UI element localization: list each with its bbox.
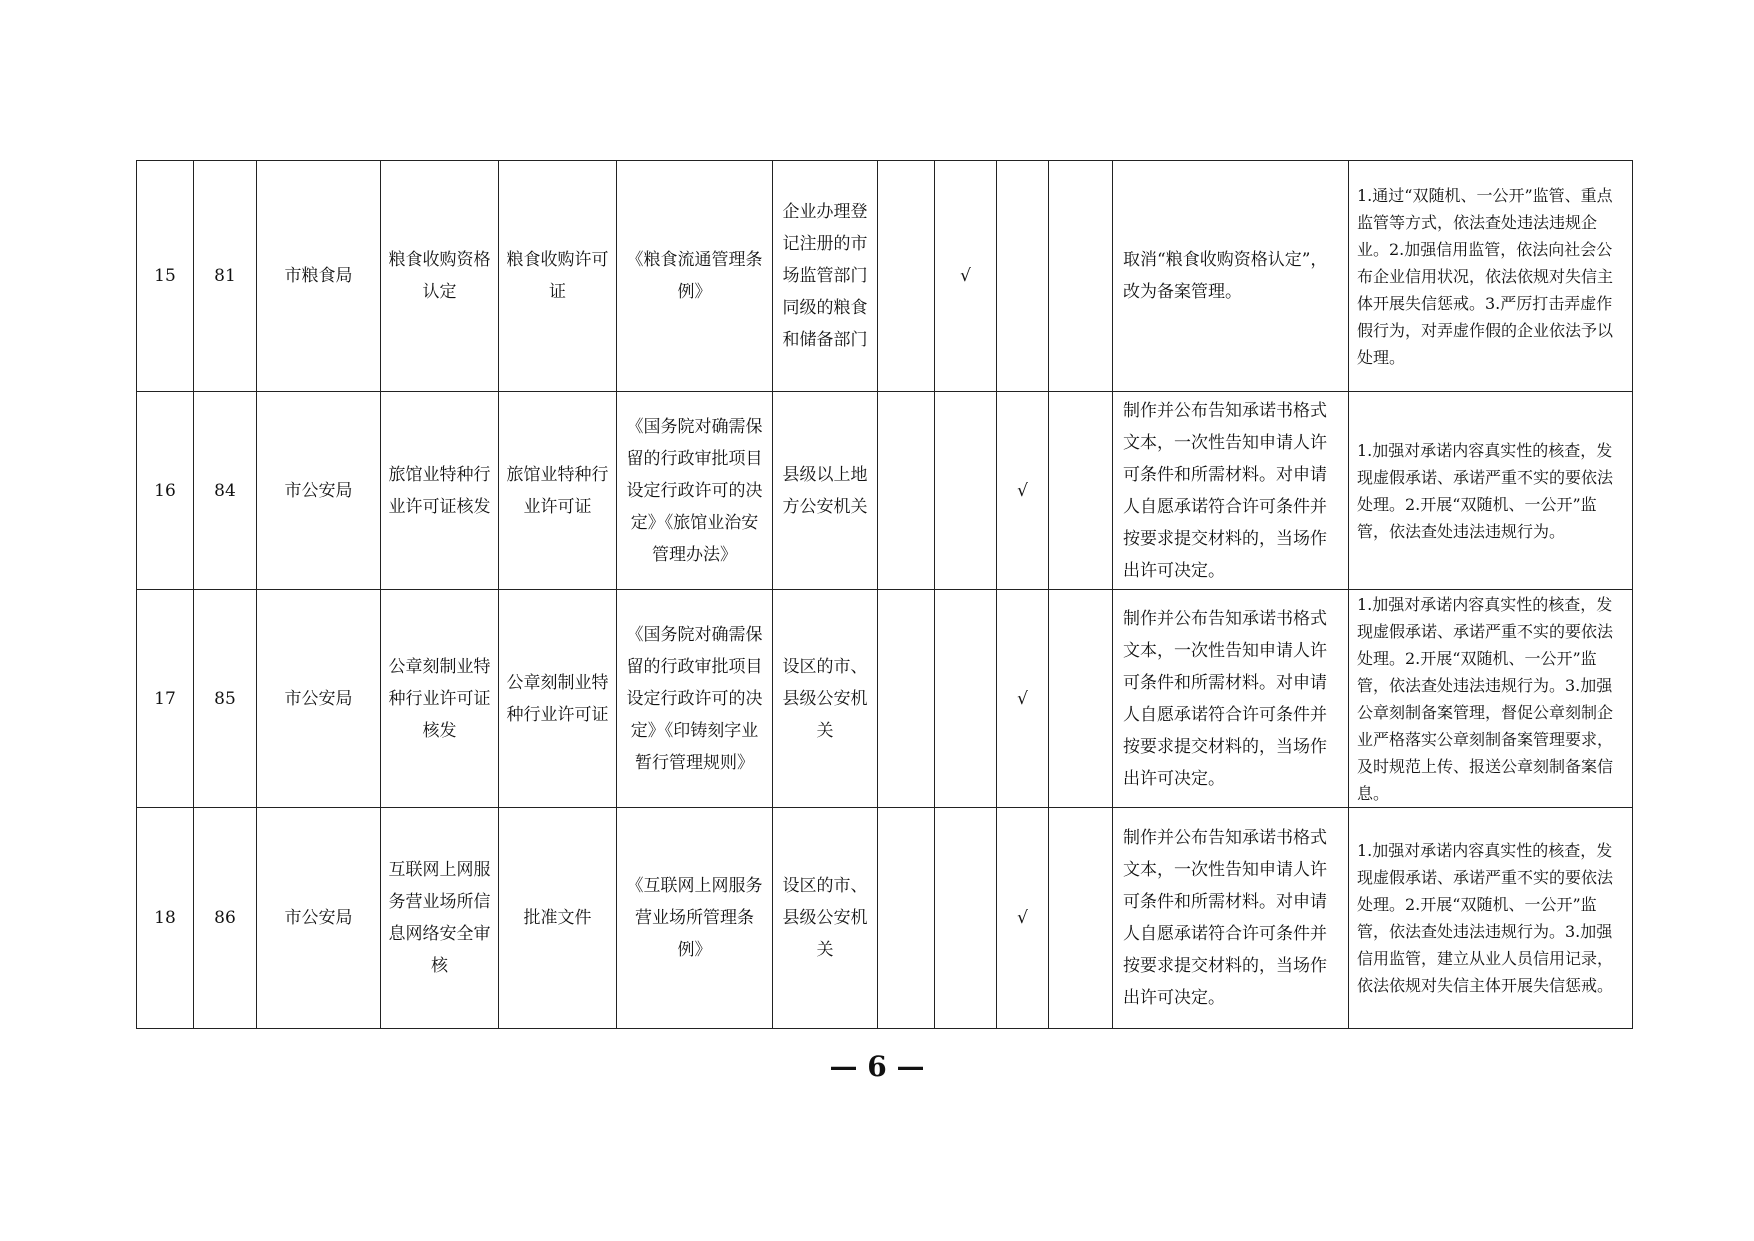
item-cell: 旅馆业特种行业许可证核发 [381,392,499,590]
reform-measure-cell: 取消“粮食收购资格认定”，改为备案管理。 [1113,161,1349,392]
seq-cell: 16 [137,392,194,590]
reform-mode-cell-4 [1049,392,1113,590]
department-cell: 市公安局 [257,808,381,1029]
reform-mode-cell-3: √ [997,808,1049,1029]
seq-cell: 18 [137,808,194,1029]
page-number: — 6 — [829,1050,925,1083]
reform-mode-cell-3 [997,161,1049,392]
reform-mode-cell-2 [935,590,997,808]
department-cell: 市公安局 [257,392,381,590]
certificate-cell: 批准文件 [499,808,617,1029]
supervision-cell: 1.加强对承诺内容真实性的核查，发现虚假承诺、承诺严重不实的要依法处理。2.开展“双随机、一公开”监管，依法查处违法违规行为。3.加强公章刻制备案管理，督促公章刻制企业严格落实公章刻制备案管理要求，及时规范上传、报送公章刻制备案信息。 [1349,590,1633,808]
reform-mode-cell-1 [878,392,935,590]
authority-cell: 设区的市、县级公安机关 [773,590,878,808]
seq-cell: 15 [137,161,194,392]
basis-cell: 《互联网上网服务营业场所管理条例》 [617,808,773,1029]
reform-measure-cell: 制作并公布告知承诺书格式文本，一次性告知申请人许可条件和所需材料。对申请人自愿承诺符合许可条件并按要求提交材料的，当场作出许可决定。 [1113,808,1349,1029]
reform-mode-cell-3: √ [997,392,1049,590]
item-cell: 互联网上网服务营业场所信息网络安全审核 [381,808,499,1029]
item-cell: 粮食收购资格认定 [381,161,499,392]
certificate-cell: 公章刻制业特种行业许可证 [499,590,617,808]
supervision-cell: 1.通过“双随机、一公开”监管、重点监管等方式，依法查处违法违规企业。2.加强信用监管，依法向社会公布企业信用状况，依法依规对失信主体开展失信惩戒。3.严厉打击弄虚作假行为，对弄虚作假的企业依法予以处理。 [1349,161,1633,392]
reform-measure-cell: 制作并公布告知承诺书格式文本，一次性告知申请人许可条件和所需材料。对申请人自愿承诺符合许可条件并按要求提交材料的，当场作出许可决定。 [1113,392,1349,590]
supervision-cell: 1.加强对承诺内容真实性的核查，发现虚假承诺、承诺严重不实的要依法处理。2.开展“双随机、一公开”监管，依法查处违法违规行为。 [1349,392,1633,590]
item-cell: 公章刻制业特种行业许可证核发 [381,590,499,808]
reform-mode-cell-4 [1049,161,1113,392]
reform-mode-cell-2: √ [935,161,997,392]
seq-cell: 17 [137,590,194,808]
reform-mode-cell-1 [878,590,935,808]
code-cell: 86 [194,808,257,1029]
code-cell: 85 [194,590,257,808]
basis-cell: 《粮食流通管理条例》 [617,161,773,392]
basis-cell: 《国务院对确需保留的行政审批项目设定行政许可的决定》《印铸刻字业暂行管理规则》 [617,590,773,808]
department-cell: 市公安局 [257,590,381,808]
table-row [137,161,1633,392]
department-cell: 市粮食局 [257,161,381,392]
certificate-cell: 旅馆业特种行业许可证 [499,392,617,590]
basis-cell: 《国务院对确需保留的行政审批项目设定行政许可的决定》《旅馆业治安管理办法》 [617,392,773,590]
reform-mode-cell-2 [935,392,997,590]
supervision-cell: 1.加强对承诺内容真实性的核查，发现虚假承诺、承诺严重不实的要依法处理。2.开展“双随机、一公开”监管，依法查处违法违规行为。3.加强信用监管，建立从业人员信用记录，依法依规对失信主体开展失信惩戒。 [1349,808,1633,1029]
reform-mode-cell-4 [1049,808,1113,1029]
authority-cell: 企业办理登记注册的市场监管部门同级的粮食和储备部门 [773,161,878,392]
permit-reform-table [136,160,1633,1029]
table-row [137,590,1633,808]
certificate-cell: 粮食收购许可证 [499,161,617,392]
table-row [137,392,1633,590]
code-cell: 84 [194,392,257,590]
code-cell: 81 [194,161,257,392]
authority-cell: 县级以上地方公安机关 [773,392,878,590]
reform-mode-cell-4 [1049,590,1113,808]
authority-cell: 设区的市、县级公安机关 [773,808,878,1029]
reform-mode-cell-2 [935,808,997,1029]
reform-mode-cell-3: √ [997,590,1049,808]
reform-mode-cell-1 [878,808,935,1029]
table-row [137,808,1633,1029]
reform-mode-cell-1 [878,161,935,392]
reform-measure-cell: 制作并公布告知承诺书格式文本，一次性告知申请人许可条件和所需材料。对申请人自愿承诺符合许可条件并按要求提交材料的，当场作出许可决定。 [1113,590,1349,808]
